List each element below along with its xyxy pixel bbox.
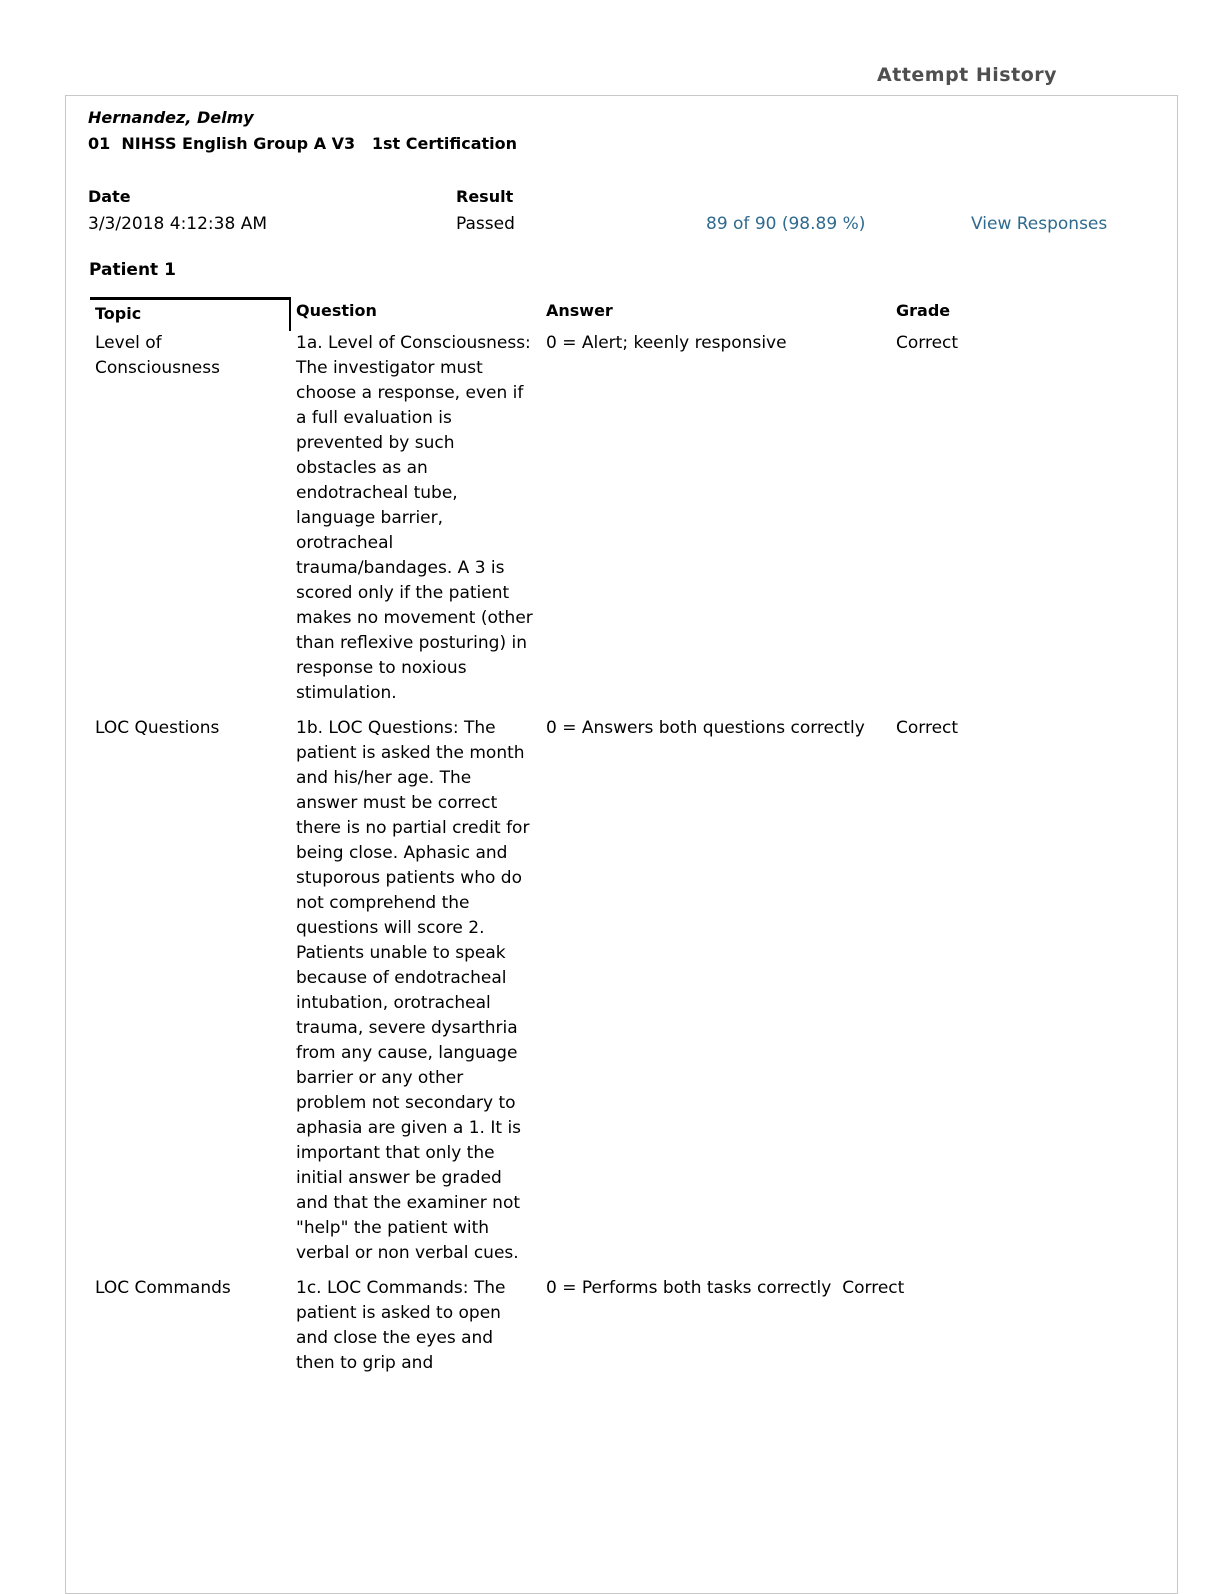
patient-heading: Patient 1 [89, 260, 176, 280]
course-title: 01 NIHSS English Group A V3 1st Certification [88, 134, 518, 153]
table-row [90, 1276, 1177, 1386]
answer-cell: 0 = Alert; keenly responsive [546, 333, 787, 353]
answer-cell: 0 = Performs both tasks correctly [546, 1278, 832, 1298]
result-column-label: Result [456, 187, 514, 206]
table-row [90, 331, 1177, 716]
attempt-score: 89 of 90 (98.89 %) [706, 214, 866, 234]
column-header-question: Question [296, 301, 377, 320]
attempt-date: 3/3/2018 4:12:38 AM [88, 214, 267, 234]
column-header-grade: Grade [896, 301, 951, 320]
answer-cell: 0 = Answers both questions correctly [546, 718, 865, 738]
table-row [90, 716, 1177, 1276]
view-responses-link[interactable]: View Responses [971, 214, 1108, 234]
topic-cell: LOC Questions [95, 718, 220, 738]
topic-cell: LOC Commands [95, 1278, 231, 1298]
table-header-row [90, 297, 1177, 331]
question-cell: 1a. Level of Consciousness: The investigator must choose a response, even if a full evaluation is prevented by such obstacles as an endotracheal tube, language barrier, orotracheal trauma/bandages. A 3 is scored only if the patient makes no movement (other than reflexive posturing) in response to noxious stimulation. [296, 333, 539, 703]
date-column-label: Date [88, 187, 131, 206]
column-header-answer: Answer [546, 301, 613, 320]
page-title: Attempt History [877, 64, 1057, 86]
attempt-panel [65, 95, 1178, 1594]
attempt-column-labels [88, 188, 1177, 205]
grade-cell: Correct [896, 333, 959, 353]
grade-cell: Correct [842, 1278, 905, 1298]
attempt-row [88, 214, 1177, 235]
student-name: Hernandez, Delmy [88, 108, 254, 127]
grade-cell: Correct [896, 718, 959, 738]
results-table [90, 297, 1177, 1386]
question-cell: 1c. LOC Commands: The patient is asked to open and close the eyes and then to grip and [296, 1278, 511, 1373]
attempt-result: Passed [456, 214, 515, 234]
question-cell: 1b. LOC Questions: The patient is asked the month and his/her age. The answer must be correct there is no partial credit for being close. Aphasic and stuporous patients who do not comprehend the questions will score 2. Patients unable to speak because of endotracheal intubation, orotracheal trauma, severe dysarthria from any cause, language barrier or any other problem not secondary to aphasia are given a 1. It is important that only the initial answer be graded and that the examiner not "help" the patient with verbal or non verbal cues. [296, 718, 535, 1263]
column-header-topic: Topic [90, 297, 291, 331]
topic-cell: Level of Consciousness [95, 333, 220, 378]
